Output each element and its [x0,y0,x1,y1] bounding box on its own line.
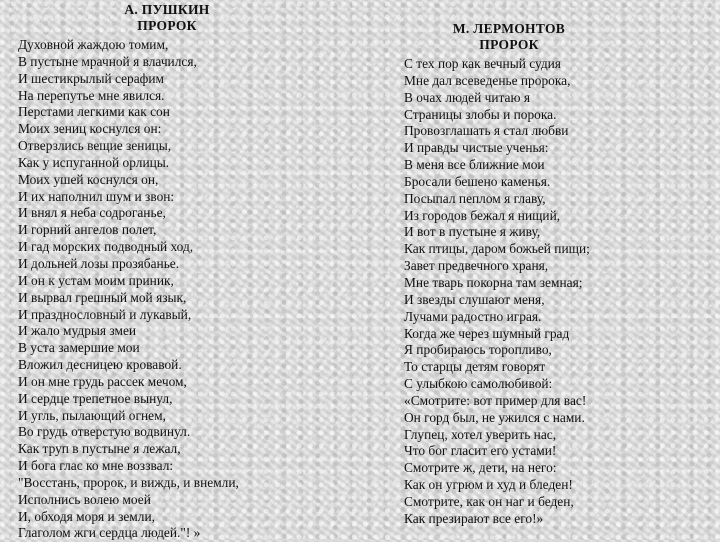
poem-line: И он мне грудь рассек мечом, [18,373,187,389]
poem-line: Глупец, хотел уверить нас, [404,426,557,442]
poem-line: "Восстань, пророк, и виждь, и внемли, [18,474,239,490]
poem-line: На перепутье мне явился. [18,87,165,103]
poem-line: Что бог гласит его устами! [404,443,557,459]
pushkin-title: ПРОРОК [137,18,197,33]
poem-line: То старцы детям говорят [404,359,546,375]
poem-line: В меня все ближние мои [404,157,545,173]
poem-line: Бросали бешено каменья. [404,173,551,189]
pushkin-author: А. ПУШКИН [124,2,210,17]
lermontov-author: М. ЛЕРМОНТОВ [452,21,566,36]
poem-line: В пустыне мрачной я влачился, [18,53,197,69]
poem-line: Перстами легкими как сон [18,104,170,120]
poem-line: Я пробираюсь торопливо, [404,342,552,358]
poem-line: Как он угрюм и худ и бледен! [404,477,573,493]
poem-line: И шестикрылый серафим [18,70,164,86]
poem-line: Как труп в пустыне я лежал, [18,441,181,457]
poem-line: И он к устам моим приник, [18,272,174,288]
poem-line: Вложил десницею кровавой. [18,357,182,373]
poem-line: И сердце трепетное вынул, [18,390,173,406]
poem-line: И их наполнил шум и звон: [18,188,175,204]
poem-line: И правды чистые ученья: [404,140,549,156]
poem-line: Глаголом жги сердца людей."! » [18,525,201,541]
poem-line: И жало мудрыя змеи [18,323,137,339]
poem-line: И бога глас ко мне воззвал: [18,458,174,474]
poem-line: Духовной жаждою томим, [18,37,169,52]
poem-line: «Смотрите: вот пример для вас! [404,392,587,408]
poem-line: Как у испуганной орлицы. [18,154,170,170]
poem-line: И горний ангелов полет, [18,222,157,238]
poem-line: В очах людей читаю я [404,89,530,105]
pushkin-poem-text [18,37,378,542]
poem-line: Завет предвечного храня, [404,258,549,274]
poem-line: Отверзлись вещие зеницы, [18,138,172,154]
poem-line: И вырвал грешный мой язык, [18,289,187,305]
poem-line: И вот в пустыне я живу, [404,224,541,240]
poem-line: Как презирают все его!» [404,510,544,526]
poem-line: В уста замершие мои [18,340,140,356]
poem-line: Во грудь отверстую водвинул. [18,424,191,440]
poem-line: Исполнись волею моей [18,491,151,507]
poem-line: Посыпал пеплом я главу, [404,190,546,206]
pushkin-poem-column [18,0,378,542]
poem-line: Страницы злобы и порока. [404,106,557,122]
poem-line: И угль, пылающий огнем, [18,407,166,423]
poem-line: И, обходя моря и земли, [18,508,155,524]
poem-line: Из городов бежал я нищий, [404,207,561,223]
lermontov-title: ПРОРОК [479,37,539,52]
poem-line: С тех пор как вечный судия [404,56,561,71]
poem-line: С улыбкою самолюбивой: [404,376,553,392]
poem-line: Смотрите ж, дети, на него: [404,460,557,476]
poem-line: Лучами радостно играя. [404,308,542,324]
poem-line: И внял я неба содроганье, [18,205,166,221]
poem-line: Как птицы, даром божьей пищи; [404,241,590,257]
poem-line: И звезды слушают меня, [404,291,545,307]
poem-line: Моих ушей коснулся он, [18,171,159,187]
poem-line: И дольней лозы прозябанье. [18,255,180,271]
lermontov-poem-column [404,0,720,528]
poem-line: И празднословный и лукавый, [18,306,192,322]
poem-line: И гад морских подводный ход, [18,239,194,255]
poem-line: Мне тварь покорна там земная; [404,274,583,290]
poem-line: Смотрите, как он наг и беден, [404,493,574,509]
lermontov-poem-text [404,56,720,528]
poem-line: Он горд был, не ужился с нами. [404,409,585,425]
poem-line: Мне дал всеведенье пророка, [404,72,571,88]
poem-line: Моих зениц коснулся он: [18,121,162,137]
poem-line: Провозглашать я стал любви [404,123,569,139]
poem-line: Когда же через шумный град [404,325,570,341]
